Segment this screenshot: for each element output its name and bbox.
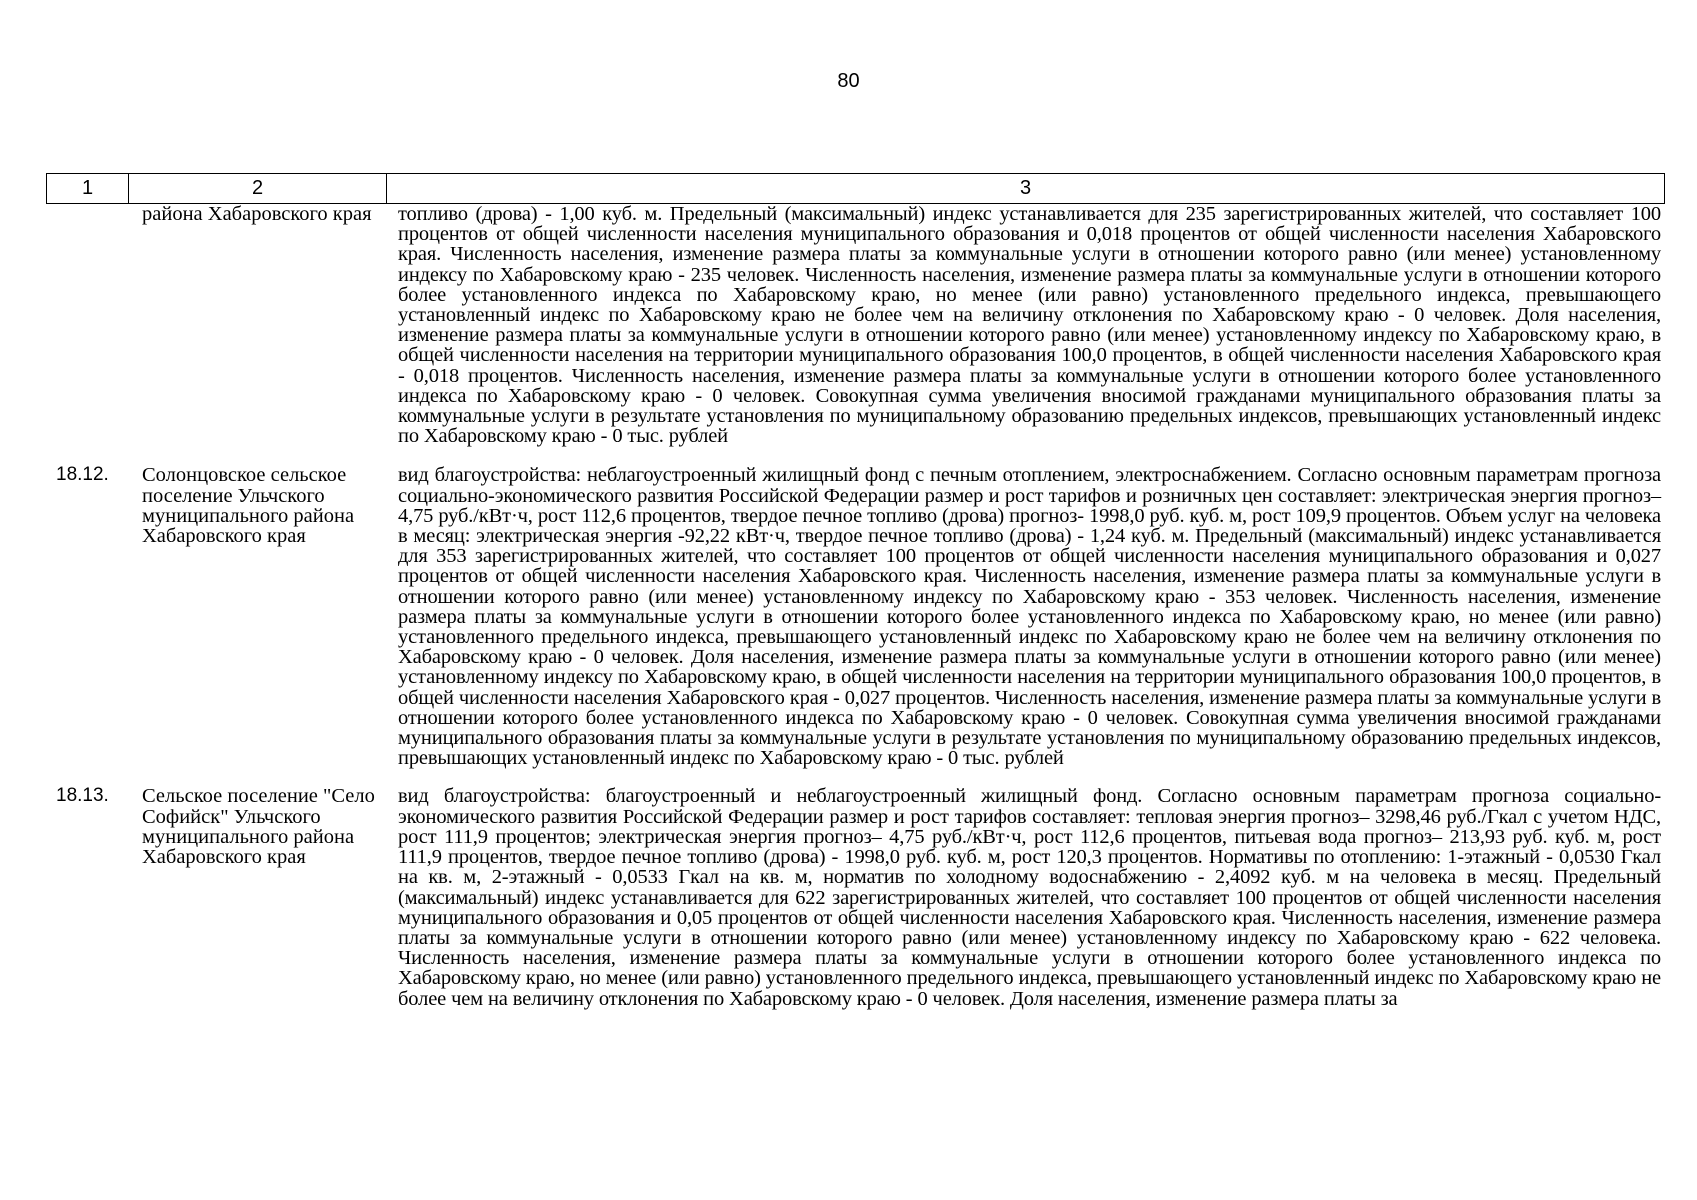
row-number: 18.12. xyxy=(56,464,109,486)
header-cell-3: 3 xyxy=(1019,177,1032,199)
table-row xyxy=(46,786,1665,1008)
municipality-name: Солонцовское сельское поселение Ульчского муниципального района Хабаровского края xyxy=(142,464,355,548)
municipality-name: района Хабаровского края xyxy=(142,203,372,225)
municipality-name: Сельское поселение "Село Софийск" Ульчского муниципального района Хабаровского края xyxy=(142,785,375,869)
header-cell-1: 1 xyxy=(47,174,129,203)
row-spacer xyxy=(46,446,1665,465)
table-body xyxy=(46,204,1665,1009)
row-description: топливо (дрова) - 1,00 куб. м. Предельный (максимальный) индекс устанавливается для 235 зарегистрированных жителей, что составляет 100 процентов от общей численности населения муниципального образования и 0,018 процентов от общей численности населения Хабаровского края. Численность населения, изменение размера платы за коммунальные услуги в отношении которого равно (или менее) установленному индексу по Хабаровскому краю - 235 человек. Численность населения, изменение размера платы за коммунальные услуги в отношении которого более установленного индекса по Хабаровскому краю, но менее (или равно) установленного предельного индекса, превышающего установленный индекс по Хабаровскому краю не более чем на величину отклонения по Хабаровскому краю - 0 человек. Доля населения, изменение размера платы за коммунальные услуги в отношении которого равно (или менее) установленному индексу по Хабаровскому краю, в общей численности населения на территории муниципального образования 100,0 процентов, в общей численности населения Хабаровского края - 0,018 процентов. Численность населения, изменение размера платы за коммунальные услуги в отношении которого более установленного индекса по Хабаровскому краю - 0 человек. Совокупная сумма увеличения вносимой гражданами муниципального образования платы за коммунальные услуги в результате установления по муниципальному образованию предельных индексов, превышающих установленный индекс по Хабаровскому краю - 0 тыс. рублей xyxy=(398,203,1661,448)
header-cell-2: 2 xyxy=(129,174,387,203)
table-row xyxy=(46,204,1665,446)
table-row xyxy=(46,465,1665,768)
row-description: вид благоустройства: благоустроенный и неблагоустроенный жилищный фонд. Согласно основным параметрам прогноза социально-экономического развития Российской Федерации размер и рост тарифов составляет: тепловая энергия прогноз– 3298,46 руб./Гкал с учетом НДС, рост 111,9 процентов; электрическая энергия прогноз– 4,75 руб./кВт·ч, рост 112,6 процентов, питьевая вода прогноз– 213,93 руб. куб. м, рост 111,9 процентов, твердое печное топливо (дрова) - 1998,0 руб. куб. м, рост 120,3 процентов. Нормативы по отоплению: 1-этажный - 0,0530 Гкал на кв. м, 2-этажный - 0,0533 Гкал на кв. м, норматив по холодному водоснабжению - 2,4092 куб. м на человека в месяц. Предельный (максимальный) индекс устанавливается для 622 зарегистрированных жителей, что составляет 100 процентов от общей численности населения муниципального образования и 0,05 процентов от общей численности населения Хабаровского края. Численность населения, изменение размера платы за коммунальные услуги в отношении которого равно (или менее) установленному индексу по Хабаровскому краю - 622 человека. Численность населения, изменение размера платы за коммунальные услуги в отношении которого более установленного индекса по Хабаровскому краю, но менее (или равно) установленного предельного индекса, превышающего установленный индекс по Хабаровскому краю не более чем на величину отклонения по Хабаровскому краю - 0 человек. Доля населения, изменение размера платы за xyxy=(398,785,1661,1010)
table-header-row xyxy=(46,173,1665,204)
row-description: вид благоустройства: неблагоустроенный жилищный фонд с печным отоплением, электроснабжением. Согласно основным параметрам прогноза социально-экономического развития Российской Федерации размер и рост тарифов и розничных цен составляет: электрическая энергия прогноз– 4,75 руб./кВт·ч, рост 112,6 процентов, твердое печное топливо (дрова) прогноз- 1998,0 руб. куб. м, рост 109,9 процентов. Объем услуг на человека в месяц: электрическая энергия -92,22 кВт·ч, твердое печное топливо (дрова) - 1,24 куб. м. Предельный (максимальный) индекс устанавливается для 353 зарегистрированных жителей, что составляет 100 процентов от общей численности населения муниципального образования и 0,027 процентов от общей численности населения Хабаровского края. Численность населения, изменение размера платы за коммунальные услуги в отношении которого равно (или менее) установленному индексу по Хабаровскому краю - 353 человек. Численность населения, изменение размера платы за коммунальные услуги в отношении которого более установленного индекса по Хабаровскому краю, но менее (или равно) установленного предельного индекса, превышающего установленный индекс по Хабаровскому краю не более чем на величину отклонения по Хабаровскому краю - 0 человек. Доля населения, изменение размера платы за коммунальные услуги в отношении которого равно (или менее) установленному индексу по Хабаровскому краю, в общей численности населения на территории муниципального образования 100,0 процентов, в общей численности населения Хабаровского края - 0,027 процентов. Численность населения, изменение размера платы за коммунальные услуги в отношении которого более установленного индекса по Хабаровскому краю - 0 человек. Совокупная сумма увеличения вносимой гражданами муниципального образования платы за коммунальные услуги в результате установления по муниципальному образованию предельных индексов, превышающих установленный индекс по Хабаровскому краю - 0 тыс. рублей xyxy=(398,464,1661,770)
row-spacer xyxy=(46,768,1665,786)
row-number: 18.13. xyxy=(56,785,109,807)
page-number: 80 xyxy=(837,70,860,92)
